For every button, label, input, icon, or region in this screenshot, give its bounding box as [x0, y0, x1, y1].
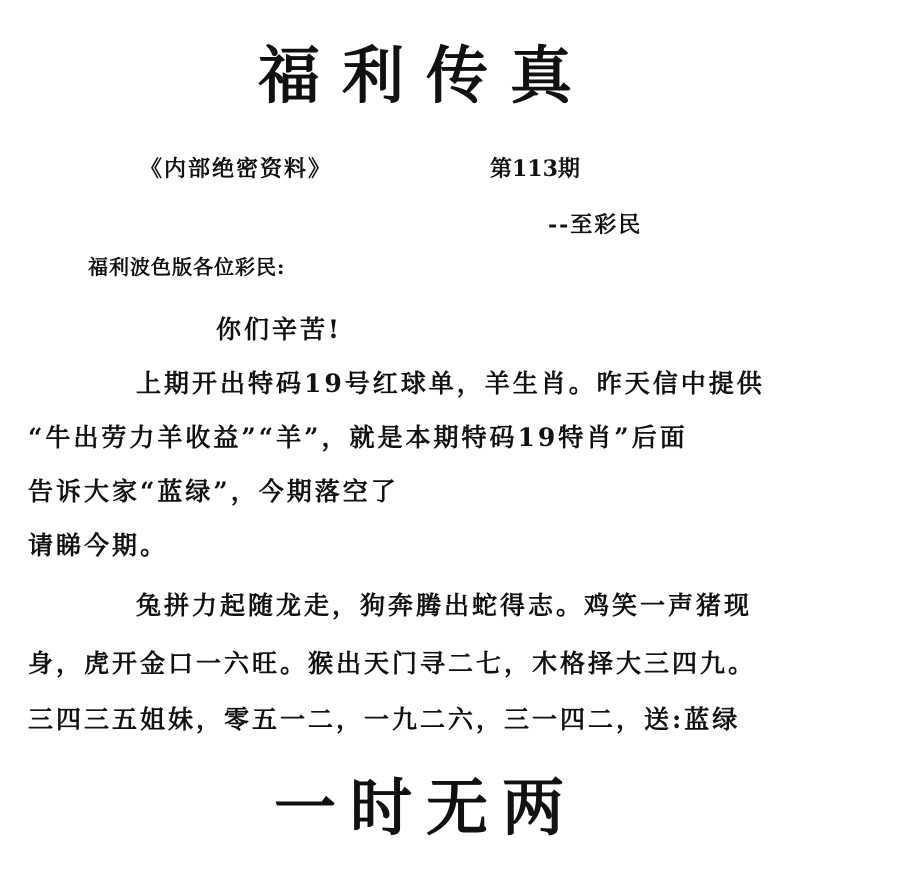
greeting: 福利波色版各位彩民: [88, 255, 286, 279]
issue-number: 第113期 [490, 156, 580, 182]
body-line: 三四三五姐妹，零五一二，一九二六，三一四二，送:蓝绿 [28, 705, 741, 734]
body-line: 上期开出特码19号红球单，羊生肖。昨天信中提供 [136, 369, 765, 398]
salutation: 你们辛苦! [216, 315, 342, 344]
signature: --至彩民 [548, 212, 643, 238]
body-line: 请睇今期。 [28, 531, 169, 560]
body-line: “牛出劳力羊收益”“羊”，就是本期特码19特肖”后面 [28, 423, 688, 452]
document-title: 福利传真 [257, 39, 594, 112]
body-line: 身，虎开金口一六旺。猴出天门寻二七，木格择大三四九。 [28, 649, 757, 678]
body-line: 告诉大家“蓝绿”，今期落空了 [28, 477, 399, 506]
document-subtitle: 《内部绝密资料》 [140, 156, 333, 182]
body-line: 兔拼力起随龙走，狗奔腾出蛇得志。鸡笑一声猪现 [136, 591, 753, 620]
footer-slogan: 一时无两 [273, 771, 578, 844]
